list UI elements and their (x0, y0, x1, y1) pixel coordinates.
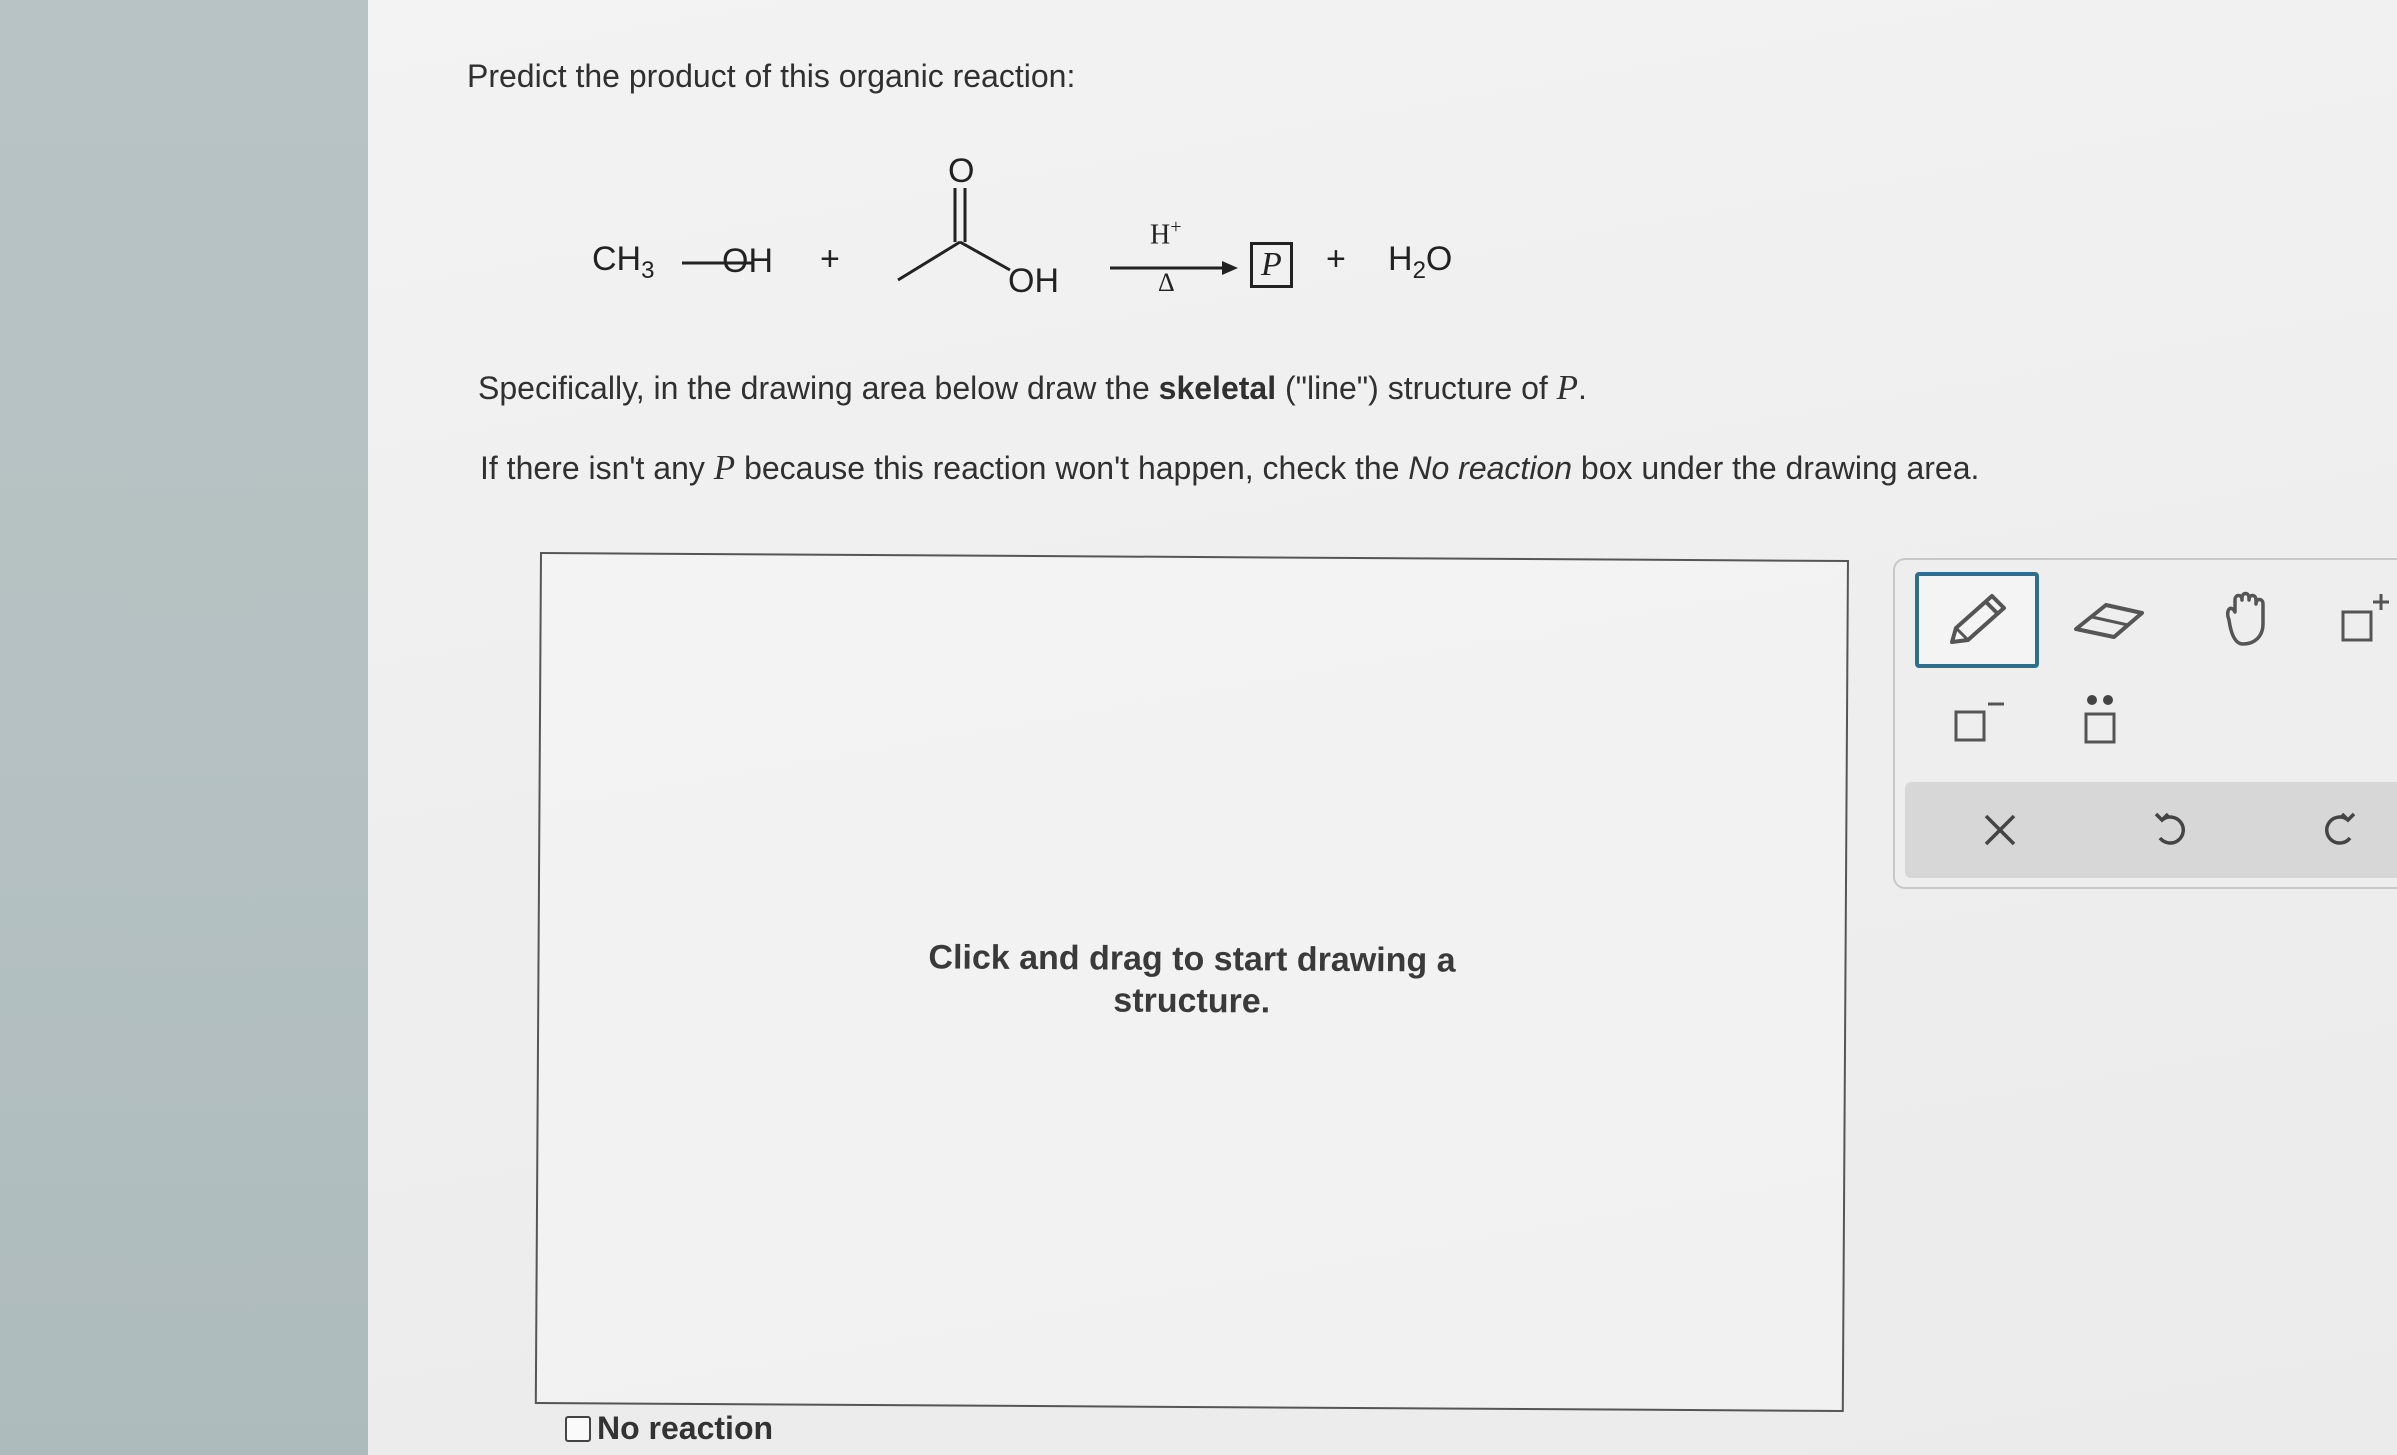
instruction-line-1: Specifically, in the drawing area below draw the skeletal ("line") structure of P. (478, 368, 1587, 407)
instruction-line-2: If there isn't any P because this reaction won't happen, check the No reaction box under the drawing area. (480, 448, 1980, 487)
question-title: Predict the product of this organic reaction: (467, 58, 1076, 94)
no-reaction-label: No reaction (597, 1410, 774, 1446)
undo-icon (2150, 810, 2190, 850)
redo-button[interactable] (2295, 790, 2385, 870)
acetic-acid-structure (890, 140, 1110, 320)
minus-charge-icon (1950, 690, 2010, 750)
methanol: $CH_3$ (592, 240, 655, 284)
drawing-canvas[interactable] (535, 552, 1849, 1412)
drawing-hint: Click and drag to start drawing a structure. (928, 938, 1456, 1021)
acid-carbonyl-oxygen: O (948, 152, 975, 190)
acid-hydroxyl: OH (1008, 262, 1059, 300)
redo-icon (2320, 810, 2360, 850)
clear-icon (1980, 810, 2020, 850)
hand-icon (2215, 590, 2275, 650)
no-reaction-option[interactable] (565, 1410, 773, 1447)
positive-charge-tool-button[interactable] (2315, 580, 2397, 660)
pencil-tool-button[interactable] (1915, 572, 2039, 668)
clear-button[interactable] (1955, 790, 2045, 870)
hand-tool-button[interactable] (2195, 580, 2295, 660)
eraser-icon (2070, 595, 2150, 645)
reaction-scheme (580, 140, 1480, 320)
plus-sign-1: + (820, 240, 840, 278)
background-strip (0, 0, 405, 1455)
no-reaction-checkbox[interactable] (565, 1416, 591, 1442)
drawing-toolbar (1893, 558, 2397, 889)
catalyst-label: H+ (1150, 216, 1182, 251)
methanol-oh: OH (722, 242, 773, 280)
lone-pair-icon (2070, 690, 2130, 750)
undo-button[interactable] (2125, 790, 2215, 870)
plus-sign-2: + (1326, 240, 1346, 278)
water: $H_2O$ (1388, 240, 1453, 284)
eraser-tool-button[interactable] (2060, 580, 2160, 660)
plus-charge-icon (2335, 590, 2395, 650)
product-box: P (1250, 242, 1293, 288)
reaction-arrow (1110, 258, 1240, 278)
negative-charge-tool-button[interactable] (1935, 680, 2025, 760)
heat-label: Δ (1158, 268, 1175, 297)
pencil-icon (1942, 590, 2012, 650)
action-bar (1905, 782, 2397, 878)
lone-pair-tool-button[interactable] (2055, 680, 2145, 760)
